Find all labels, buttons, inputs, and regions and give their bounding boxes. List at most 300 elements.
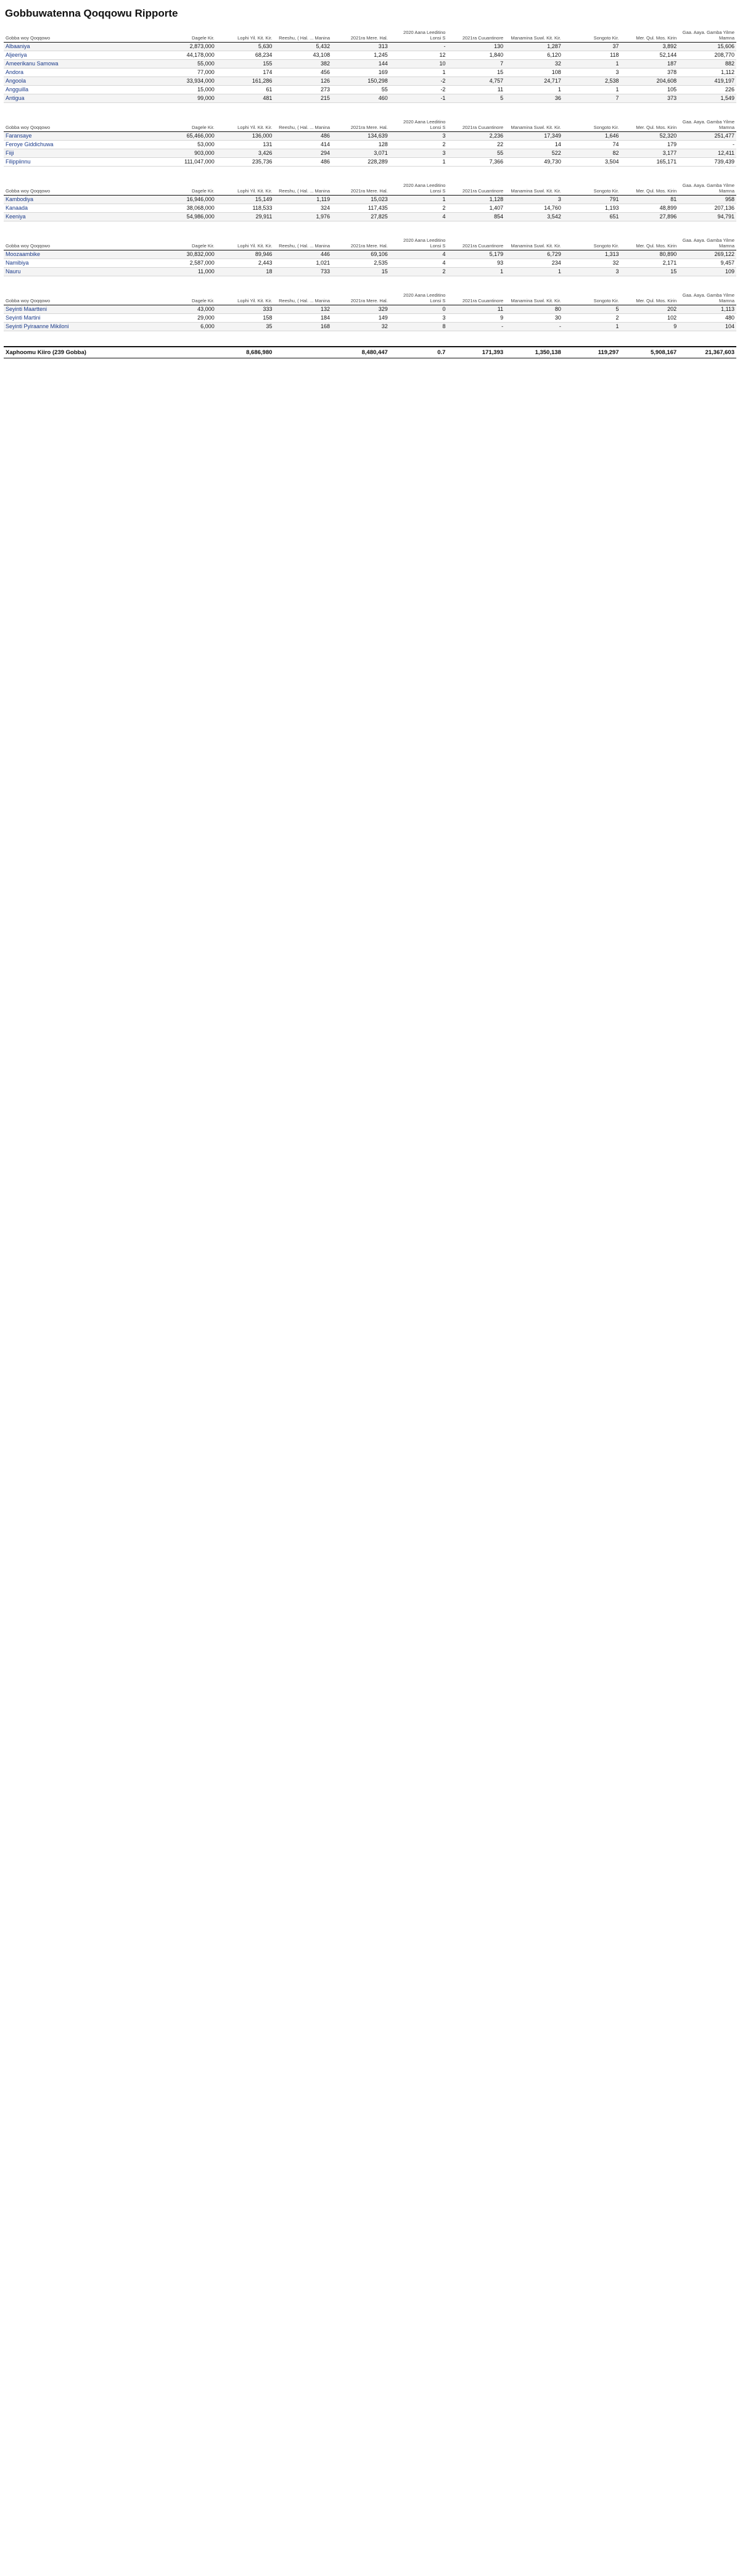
value-cell: 481 bbox=[216, 94, 274, 103]
value-cell: 128 bbox=[332, 141, 390, 149]
column-header: Manamina Suwl. Kit. Kir. bbox=[505, 118, 563, 132]
country-name-cell[interactable]: Albaaniya bbox=[4, 43, 158, 51]
value-cell: 17,349 bbox=[505, 132, 563, 141]
value-cell: 55 bbox=[447, 149, 505, 158]
value-cell: 29,000 bbox=[158, 314, 216, 323]
total-table bbox=[4, 346, 736, 358]
value-cell: 43,000 bbox=[158, 305, 216, 314]
value-cell: 3,892 bbox=[621, 43, 679, 51]
data-table bbox=[4, 118, 736, 167]
value-cell: 1,976 bbox=[274, 213, 332, 221]
column-header: 2020 Aana Leeditino Lonsi S bbox=[390, 181, 448, 196]
value-cell: 30,832,000 bbox=[158, 250, 216, 259]
column-header: Songoto Kir. bbox=[563, 291, 621, 305]
value-cell: 24,717 bbox=[505, 77, 563, 86]
value-cell: 1 bbox=[390, 196, 448, 204]
page-title: Gobbuwatenna Qoqqowu Ripporte bbox=[5, 7, 178, 19]
country-name-cell[interactable]: Andora bbox=[4, 68, 158, 77]
value-cell: 2 bbox=[563, 314, 621, 323]
value-cell: 15 bbox=[621, 268, 679, 276]
country-name-cell[interactable]: Ameerikanu Samowa bbox=[4, 60, 158, 68]
value-cell: 89,946 bbox=[216, 250, 274, 259]
value-cell: 1 bbox=[505, 86, 563, 94]
value-cell: 1 bbox=[505, 268, 563, 276]
value-cell: 419,197 bbox=[678, 77, 736, 86]
column-header: 2021ra Mere. Hal. bbox=[332, 291, 390, 305]
value-cell: 2,236 bbox=[447, 132, 505, 141]
value-cell: 158 bbox=[216, 314, 274, 323]
value-cell: 5,432 bbox=[274, 43, 332, 51]
value-cell: 184 bbox=[274, 314, 332, 323]
value-cell: 80 bbox=[505, 305, 563, 314]
value-cell: 1,021 bbox=[274, 259, 332, 268]
column-header: Reeshu, ( Hal. ... Manina bbox=[274, 28, 332, 43]
column-header: Lophi Yil. Kit. Kir. bbox=[216, 28, 274, 43]
value-cell: 15,000 bbox=[158, 86, 216, 94]
country-name-cell[interactable]: Seyinti Pyiraanne Mikiloni bbox=[4, 323, 158, 331]
value-cell: 22 bbox=[447, 141, 505, 149]
total-block bbox=[4, 346, 736, 358]
total-label: Xaphoomu Kiiro (239 Gobba) bbox=[4, 347, 158, 358]
value-cell: 55,000 bbox=[158, 60, 216, 68]
column-header: Reeshu, ( Hal. ... Manina bbox=[274, 291, 332, 305]
value-cell: 234 bbox=[505, 259, 563, 268]
country-name-cell[interactable]: Filippiinnu bbox=[4, 158, 158, 167]
total-value bbox=[274, 347, 332, 358]
table-row bbox=[4, 86, 736, 94]
table-row bbox=[4, 51, 736, 60]
total-value: 21,367,603 bbox=[678, 347, 736, 358]
column-header: Dagele Kir. bbox=[158, 291, 216, 305]
total-value: 5,908,167 bbox=[621, 347, 679, 358]
total-value bbox=[158, 347, 216, 358]
value-cell: 105 bbox=[621, 86, 679, 94]
column-header: Lophi Yil. Kit. Kir. bbox=[216, 236, 274, 250]
value-cell: 3,542 bbox=[505, 213, 563, 221]
value-cell: 32 bbox=[332, 323, 390, 331]
value-cell: 460 bbox=[332, 94, 390, 103]
column-header: 2020 Aana Leeditino Lonsi S bbox=[390, 236, 448, 250]
data-table bbox=[4, 28, 736, 103]
value-cell: 1 bbox=[390, 68, 448, 77]
table-section bbox=[4, 236, 736, 276]
value-cell: 9,457 bbox=[678, 259, 736, 268]
value-cell: 15,606 bbox=[678, 43, 736, 51]
value-cell: 651 bbox=[563, 213, 621, 221]
table-row bbox=[4, 268, 736, 276]
column-header: 2021ra Mere. Hal. bbox=[332, 236, 390, 250]
value-cell: 4 bbox=[390, 259, 448, 268]
value-cell: 522 bbox=[505, 149, 563, 158]
value-cell: 378 bbox=[621, 68, 679, 77]
value-cell: 118,533 bbox=[216, 204, 274, 213]
value-cell: 382 bbox=[274, 60, 332, 68]
value-cell: 150,298 bbox=[332, 77, 390, 86]
column-header-name: Gobba woy Qoqqowo bbox=[4, 118, 158, 132]
value-cell: 1,407 bbox=[447, 204, 505, 213]
column-header: 2021ra Cuuantinore bbox=[447, 28, 505, 43]
column-header: Dagele Kir. bbox=[158, 181, 216, 196]
report-sections bbox=[4, 28, 736, 331]
table-section bbox=[4, 291, 736, 331]
value-cell: 373 bbox=[621, 94, 679, 103]
value-cell: 208,770 bbox=[678, 51, 736, 60]
value-cell: 251,477 bbox=[678, 132, 736, 141]
value-cell: 65,466,000 bbox=[158, 132, 216, 141]
column-header: Manamina Suwl. Kit. Kir. bbox=[505, 181, 563, 196]
value-cell: 12,411 bbox=[678, 149, 736, 158]
country-name-cell[interactable]: Antigua bbox=[4, 94, 158, 103]
value-cell: 161,286 bbox=[216, 77, 274, 86]
value-cell: 2,538 bbox=[563, 77, 621, 86]
country-name-cell[interactable]: Angoola bbox=[4, 77, 158, 86]
value-cell: 27,825 bbox=[332, 213, 390, 221]
value-cell: 3 bbox=[390, 149, 448, 158]
table-row bbox=[4, 250, 736, 259]
value-cell: 3,071 bbox=[332, 149, 390, 158]
value-cell: 1,840 bbox=[447, 51, 505, 60]
column-header: 2021ra Cuuantinore bbox=[447, 118, 505, 132]
column-header: Mer. Qul. Mos. Kirin bbox=[621, 28, 679, 43]
value-cell: 273 bbox=[274, 86, 332, 94]
value-cell: 68,234 bbox=[216, 51, 274, 60]
value-cell: 5 bbox=[563, 305, 621, 314]
column-header: Songoto Kir. bbox=[563, 236, 621, 250]
total-row bbox=[4, 347, 736, 358]
value-cell: 207,136 bbox=[678, 204, 736, 213]
value-cell: 11,000 bbox=[158, 268, 216, 276]
header-row bbox=[4, 291, 736, 305]
value-cell: 132 bbox=[274, 305, 332, 314]
value-cell: 134,639 bbox=[332, 132, 390, 141]
value-cell: 32 bbox=[505, 60, 563, 68]
value-cell: 4 bbox=[390, 213, 448, 221]
value-cell: 38,068,000 bbox=[158, 204, 216, 213]
column-header: 2021ra Cuuantinore bbox=[447, 181, 505, 196]
table-row bbox=[4, 68, 736, 77]
column-header-name: Gobba woy Qoqqowo bbox=[4, 236, 158, 250]
value-cell: 11 bbox=[447, 305, 505, 314]
table-row bbox=[4, 77, 736, 86]
value-cell: 4,757 bbox=[447, 77, 505, 86]
country-name-cell[interactable]: Keeniya bbox=[4, 213, 158, 221]
table-row bbox=[4, 132, 736, 141]
value-cell: 3,177 bbox=[621, 149, 679, 158]
country-name-cell[interactable]: Fiiji bbox=[4, 149, 158, 158]
header-row bbox=[4, 236, 736, 250]
value-cell: 3 bbox=[505, 196, 563, 204]
total-value: 171,393 bbox=[447, 347, 505, 358]
value-cell: - bbox=[505, 323, 563, 331]
value-cell: 14,760 bbox=[505, 204, 563, 213]
value-cell: 32 bbox=[563, 259, 621, 268]
value-cell: 3 bbox=[390, 314, 448, 323]
value-cell: 136,000 bbox=[216, 132, 274, 141]
column-header: 2020 Aana Leeditino Lonsi S bbox=[390, 28, 448, 43]
value-cell: 35 bbox=[216, 323, 274, 331]
value-cell: 313 bbox=[332, 43, 390, 51]
value-cell: 102 bbox=[621, 314, 679, 323]
column-header: Songoto Kir. bbox=[563, 28, 621, 43]
value-cell: 15,023 bbox=[332, 196, 390, 204]
value-cell: 414 bbox=[274, 141, 332, 149]
value-cell: 1,112 bbox=[678, 68, 736, 77]
value-cell: -2 bbox=[390, 77, 448, 86]
value-cell: 446 bbox=[274, 250, 332, 259]
table-row bbox=[4, 204, 736, 213]
value-cell: 187 bbox=[621, 60, 679, 68]
column-header: 2021ra Mere. Hal. bbox=[332, 181, 390, 196]
country-name-cell[interactable]: Seyinti Maartteni bbox=[4, 305, 158, 314]
value-cell: 1 bbox=[390, 158, 448, 167]
value-cell: 55 bbox=[332, 86, 390, 94]
value-cell: 27,896 bbox=[621, 213, 679, 221]
column-header: 2021ra Mere. Hal. bbox=[332, 28, 390, 43]
table-section bbox=[4, 28, 736, 103]
table-section bbox=[4, 181, 736, 221]
value-cell: 131 bbox=[216, 141, 274, 149]
value-cell: 18 bbox=[216, 268, 274, 276]
value-cell: -2 bbox=[390, 86, 448, 94]
value-cell: 228,289 bbox=[332, 158, 390, 167]
column-header: Reeshu, ( Hal. ... Manina bbox=[274, 236, 332, 250]
column-header: Songoto Kir. bbox=[563, 118, 621, 132]
data-table bbox=[4, 291, 736, 331]
value-cell: 10 bbox=[390, 60, 448, 68]
value-cell: 111,047,000 bbox=[158, 158, 216, 167]
value-cell: 165,171 bbox=[621, 158, 679, 167]
data-table bbox=[4, 181, 736, 221]
column-header: Gaa. Aaya. Gamba Yilme Mamna bbox=[678, 118, 736, 132]
value-cell: 9 bbox=[621, 323, 679, 331]
value-cell: 2,535 bbox=[332, 259, 390, 268]
column-header: Gaa. Aaya. Gamba Yilme Mamna bbox=[678, 236, 736, 250]
column-header: Reeshu, ( Hal. ... Manina bbox=[274, 118, 332, 132]
value-cell: 149 bbox=[332, 314, 390, 323]
value-cell: 69,106 bbox=[332, 250, 390, 259]
value-cell: 3 bbox=[390, 132, 448, 141]
value-cell: 43,108 bbox=[274, 51, 332, 60]
total-value: 119,297 bbox=[563, 347, 621, 358]
value-cell: 3 bbox=[563, 268, 621, 276]
value-cell: 117,435 bbox=[332, 204, 390, 213]
value-cell: 329 bbox=[332, 305, 390, 314]
value-cell: 854 bbox=[447, 213, 505, 221]
value-cell: 36 bbox=[505, 94, 563, 103]
country-name-cell[interactable]: Faransaye bbox=[4, 132, 158, 141]
column-header: 2021ra Mere. Hal. bbox=[332, 118, 390, 132]
value-cell: 15,149 bbox=[216, 196, 274, 204]
column-header: 2021ra Cuuantinore bbox=[447, 291, 505, 305]
value-cell: 1,193 bbox=[563, 204, 621, 213]
table-row bbox=[4, 314, 736, 323]
table-section bbox=[4, 118, 736, 167]
value-cell: 169 bbox=[332, 68, 390, 77]
report-page bbox=[0, 0, 740, 371]
country-name-cell[interactable]: Nauru bbox=[4, 268, 158, 276]
table-row bbox=[4, 259, 736, 268]
value-cell: 6,120 bbox=[505, 51, 563, 60]
value-cell: 168 bbox=[274, 323, 332, 331]
value-cell: 5,179 bbox=[447, 250, 505, 259]
value-cell: 2,873,000 bbox=[158, 43, 216, 51]
value-cell: 1 bbox=[563, 86, 621, 94]
value-cell: 33,934,000 bbox=[158, 77, 216, 86]
value-cell: 104 bbox=[678, 323, 736, 331]
value-cell: 903,000 bbox=[158, 149, 216, 158]
country-name-cell[interactable]: Aljeeriya bbox=[4, 51, 158, 60]
value-cell: 5,630 bbox=[216, 43, 274, 51]
value-cell: 53,000 bbox=[158, 141, 216, 149]
value-cell: 1,245 bbox=[332, 51, 390, 60]
column-header: Mer. Qul. Mos. Kirin bbox=[621, 291, 679, 305]
value-cell: 80,890 bbox=[621, 250, 679, 259]
country-name-cell[interactable]: Namibiya bbox=[4, 259, 158, 268]
value-cell: 52,320 bbox=[621, 132, 679, 141]
value-cell: 5 bbox=[447, 94, 505, 103]
column-header: 2020 Aana Leeditino Lonsi S bbox=[390, 291, 448, 305]
value-cell: 1,646 bbox=[563, 132, 621, 141]
table-row bbox=[4, 158, 736, 167]
total-value: 8,480,447 bbox=[332, 347, 390, 358]
value-cell: 1 bbox=[447, 268, 505, 276]
value-cell: 179 bbox=[621, 141, 679, 149]
value-cell: 82 bbox=[563, 149, 621, 158]
table-row bbox=[4, 141, 736, 149]
column-header: Gaa. Aaya. Gamba Yilme Mamna bbox=[678, 28, 736, 43]
value-cell: 108 bbox=[505, 68, 563, 77]
header-row bbox=[4, 118, 736, 132]
column-header: Mer. Qul. Mos. Kirin bbox=[621, 236, 679, 250]
value-cell: 61 bbox=[216, 86, 274, 94]
value-cell: 1,549 bbox=[678, 94, 736, 103]
value-cell: 2 bbox=[390, 268, 448, 276]
value-cell: 1,113 bbox=[678, 305, 736, 314]
column-header: Mer. Qul. Mos. Kirin bbox=[621, 118, 679, 132]
value-cell: 54,986,000 bbox=[158, 213, 216, 221]
value-cell: 109 bbox=[678, 268, 736, 276]
header-row bbox=[4, 28, 736, 43]
value-cell: 130 bbox=[447, 43, 505, 51]
header-row bbox=[4, 181, 736, 196]
value-cell: 3,504 bbox=[563, 158, 621, 167]
value-cell: 324 bbox=[274, 204, 332, 213]
value-cell: 1 bbox=[563, 323, 621, 331]
column-header: Lophi Yil. Kit. Kir. bbox=[216, 291, 274, 305]
value-cell: 126 bbox=[274, 77, 332, 86]
value-cell: 958 bbox=[678, 196, 736, 204]
value-cell: 2 bbox=[390, 141, 448, 149]
value-cell: 155 bbox=[216, 60, 274, 68]
column-header-name: Gobba woy Qoqqowo bbox=[4, 181, 158, 196]
total-value: 8,686,980 bbox=[216, 347, 274, 358]
value-cell: 882 bbox=[678, 60, 736, 68]
value-cell: 37 bbox=[563, 43, 621, 51]
column-header: Manamina Suwl. Kit. Kir. bbox=[505, 236, 563, 250]
value-cell: 11 bbox=[447, 86, 505, 94]
value-cell: 486 bbox=[274, 132, 332, 141]
total-value: 0.7 bbox=[390, 347, 448, 358]
value-cell: 49,730 bbox=[505, 158, 563, 167]
value-cell: 7 bbox=[447, 60, 505, 68]
value-cell: 486 bbox=[274, 158, 332, 167]
value-cell: 2,587,000 bbox=[158, 259, 216, 268]
table-row bbox=[4, 305, 736, 314]
table-row bbox=[4, 196, 736, 204]
column-header: 2020 Aana Leeditino Lonsi S bbox=[390, 118, 448, 132]
value-cell: 16,946,000 bbox=[158, 196, 216, 204]
value-cell: 81 bbox=[621, 196, 679, 204]
value-cell: 1,119 bbox=[274, 196, 332, 204]
column-header: Dagele Kir. bbox=[158, 28, 216, 43]
value-cell: 44,178,000 bbox=[158, 51, 216, 60]
value-cell: 1,287 bbox=[505, 43, 563, 51]
country-name-cell[interactable]: Moozaambike bbox=[4, 250, 158, 259]
table-row bbox=[4, 60, 736, 68]
value-cell: 739,439 bbox=[678, 158, 736, 167]
column-header: Dagele Kir. bbox=[158, 236, 216, 250]
value-cell: 14 bbox=[505, 141, 563, 149]
country-name-cell[interactable]: Seyinti Martini bbox=[4, 314, 158, 323]
value-cell: 15 bbox=[332, 268, 390, 276]
total-value: 1,350,138 bbox=[505, 347, 563, 358]
value-cell: 94,791 bbox=[678, 213, 736, 221]
value-cell: 333 bbox=[216, 305, 274, 314]
value-cell: 9 bbox=[447, 314, 505, 323]
value-cell: 93 bbox=[447, 259, 505, 268]
value-cell: 30 bbox=[505, 314, 563, 323]
column-header: Manamina Suwl. Kit. Kir. bbox=[505, 28, 563, 43]
country-name-cell[interactable]: Feroye Giddichuwa bbox=[4, 141, 158, 149]
value-cell: 2,171 bbox=[621, 259, 679, 268]
value-cell: 0 bbox=[390, 305, 448, 314]
value-cell: 7,366 bbox=[447, 158, 505, 167]
value-cell: 480 bbox=[678, 314, 736, 323]
value-cell: 174 bbox=[216, 68, 274, 77]
value-cell: 1,128 bbox=[447, 196, 505, 204]
value-cell: 1 bbox=[563, 60, 621, 68]
value-cell: 235,736 bbox=[216, 158, 274, 167]
column-header: Songoto Kir. bbox=[563, 181, 621, 196]
column-header: Lophi Yil. Kit. Kir. bbox=[216, 118, 274, 132]
value-cell: 6,729 bbox=[505, 250, 563, 259]
column-header: 2021ra Cuuantinore bbox=[447, 236, 505, 250]
column-header: Gaa. Aaya. Gamba Yilme Mamna bbox=[678, 291, 736, 305]
value-cell: 733 bbox=[274, 268, 332, 276]
column-header: Manamina Suwl. Kit. Kir. bbox=[505, 291, 563, 305]
column-header: Dagele Kir. bbox=[158, 118, 216, 132]
country-name-cell[interactable]: Kambodiya bbox=[4, 196, 158, 204]
table-row bbox=[4, 149, 736, 158]
country-name-cell[interactable]: Angguilla bbox=[4, 86, 158, 94]
column-header: Gaa. Aaya. Gamba Yilme Mamna bbox=[678, 181, 736, 196]
column-header-name: Gobba woy Qoqqowo bbox=[4, 291, 158, 305]
value-cell: 2 bbox=[390, 204, 448, 213]
value-cell: 74 bbox=[563, 141, 621, 149]
value-cell: 791 bbox=[563, 196, 621, 204]
value-cell: 7 bbox=[563, 94, 621, 103]
value-cell: 15 bbox=[447, 68, 505, 77]
value-cell: 226 bbox=[678, 86, 736, 94]
data-table bbox=[4, 236, 736, 276]
country-name-cell[interactable]: Kanaada bbox=[4, 204, 158, 213]
table-row bbox=[4, 213, 736, 221]
value-cell: - bbox=[447, 323, 505, 331]
value-cell: 6,000 bbox=[158, 323, 216, 331]
column-header: Lophi Yil. Kit. Kir. bbox=[216, 181, 274, 196]
value-cell: 29,911 bbox=[216, 213, 274, 221]
value-cell: 269,122 bbox=[678, 250, 736, 259]
